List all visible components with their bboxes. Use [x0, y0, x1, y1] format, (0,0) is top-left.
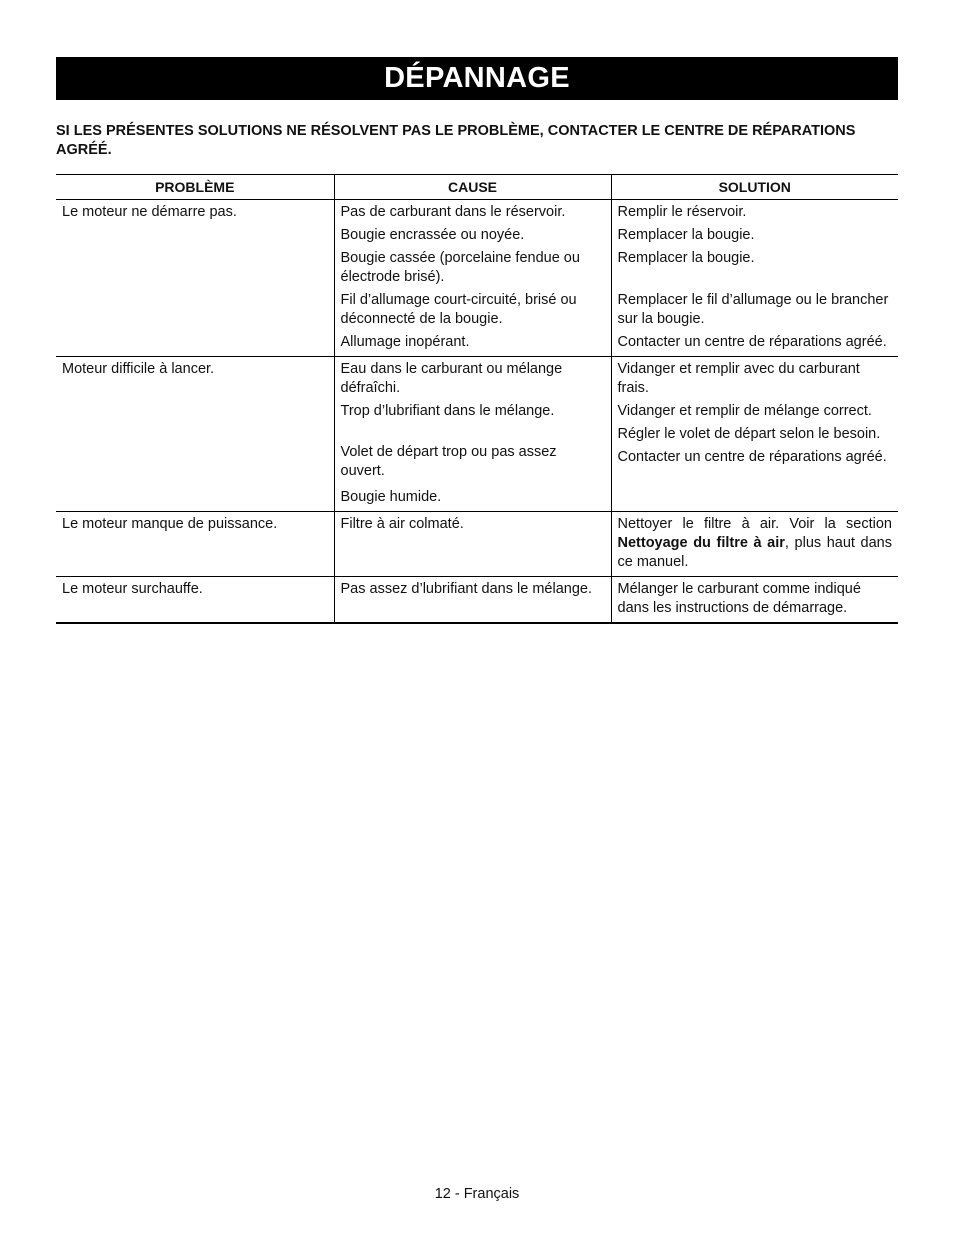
cause-cell	[334, 512, 611, 577]
solution-item: Vidanger et remplir de mélange correct.	[617, 403, 872, 419]
repair-notice: SI LES PRÉSENTES SOLUTIONS NE RÉSOLVENT PAS LE PROBLÈME, CONTACTER LE CENTRE DE RÉPARATIONS AGRÉÉ.	[56, 123, 856, 158]
problem-cell	[56, 200, 334, 357]
cause-item: Bougie humide.	[340, 489, 442, 505]
cause-item: Eau dans le carburant ou mélange défraîchi.	[340, 361, 563, 396]
section-reference: Nettoyage du filtre à air	[617, 535, 785, 551]
header-cause: CAUSE	[334, 175, 611, 200]
solution-text: Nettoyer le filtre à air. Voir la section	[617, 516, 892, 532]
solution-item: Contacter un centre de réparations agréé.	[617, 334, 887, 350]
cause-item: Bougie encrassée ou noyée.	[340, 227, 525, 243]
problem-cell	[56, 357, 334, 512]
cause-item: Allumage inopérant.	[340, 334, 470, 350]
cause-cell	[334, 200, 611, 357]
table-row	[56, 200, 898, 357]
solution-item: Remplacer la bougie.	[617, 250, 755, 266]
page-title: DÉPANNAGE	[56, 57, 898, 100]
page-footer: 12 - Français	[434, 1186, 520, 1202]
cause-cell	[334, 577, 611, 624]
solution-item: Remplacer le fil d’allumage ou le brancher sur la bougie.	[617, 292, 889, 327]
solution-text: , plus haut dans ce manuel.	[617, 535, 892, 570]
solution-item: Remplacer la bougie.	[617, 227, 755, 243]
table-row	[56, 512, 898, 577]
table-header-row	[56, 175, 898, 200]
cause-item: Volet de départ trop ou pas assez ouvert.	[340, 444, 557, 479]
problem-cell	[56, 512, 334, 577]
solution-item: Remplir le réservoir.	[617, 204, 747, 220]
cause-cell	[334, 357, 611, 512]
problem-text: Le moteur ne démarre pas.	[62, 204, 237, 220]
solution-cell	[611, 577, 898, 624]
header-solution: SOLUTION	[611, 175, 898, 200]
header-problem: PROBLÈME	[56, 175, 334, 200]
table-row	[56, 577, 898, 624]
cause-item: Fil d’allumage court-circuité, brisé ou déconnecté de la bougie.	[340, 292, 577, 327]
solution-cell	[611, 357, 898, 512]
solution-cell	[611, 512, 898, 577]
solution-cell	[611, 200, 898, 357]
troubleshooting-table	[56, 174, 898, 624]
table-row	[56, 357, 898, 512]
problem-text: Le moteur surchauffe.	[62, 581, 203, 597]
problem-cell	[56, 577, 334, 624]
solution-item: Vidanger et remplir avec du carburant frais.	[617, 361, 860, 396]
solution-item	[618, 515, 893, 572]
solution-item: Régler le volet de départ selon le besoin.	[617, 426, 881, 442]
cause-item: Pas assez d’lubrifiant dans le mélange.	[340, 581, 592, 597]
solution-item: Mélanger le carburant comme indiqué dans les instructions de démarrage.	[617, 581, 861, 616]
problem-text: Le moteur manque de puissance.	[62, 516, 278, 532]
cause-item: Filtre à air colmaté.	[340, 516, 464, 532]
cause-item: Bougie cassée (porcelaine fendue ou électrode brisé).	[340, 250, 580, 285]
solution-item: Contacter un centre de réparations agréé.	[617, 449, 887, 465]
cause-item: Pas de carburant dans le réservoir.	[340, 204, 566, 220]
cause-item: Trop d’lubrifiant dans le mélange.	[340, 403, 555, 419]
problem-text: Moteur difficile à lancer.	[62, 361, 215, 377]
